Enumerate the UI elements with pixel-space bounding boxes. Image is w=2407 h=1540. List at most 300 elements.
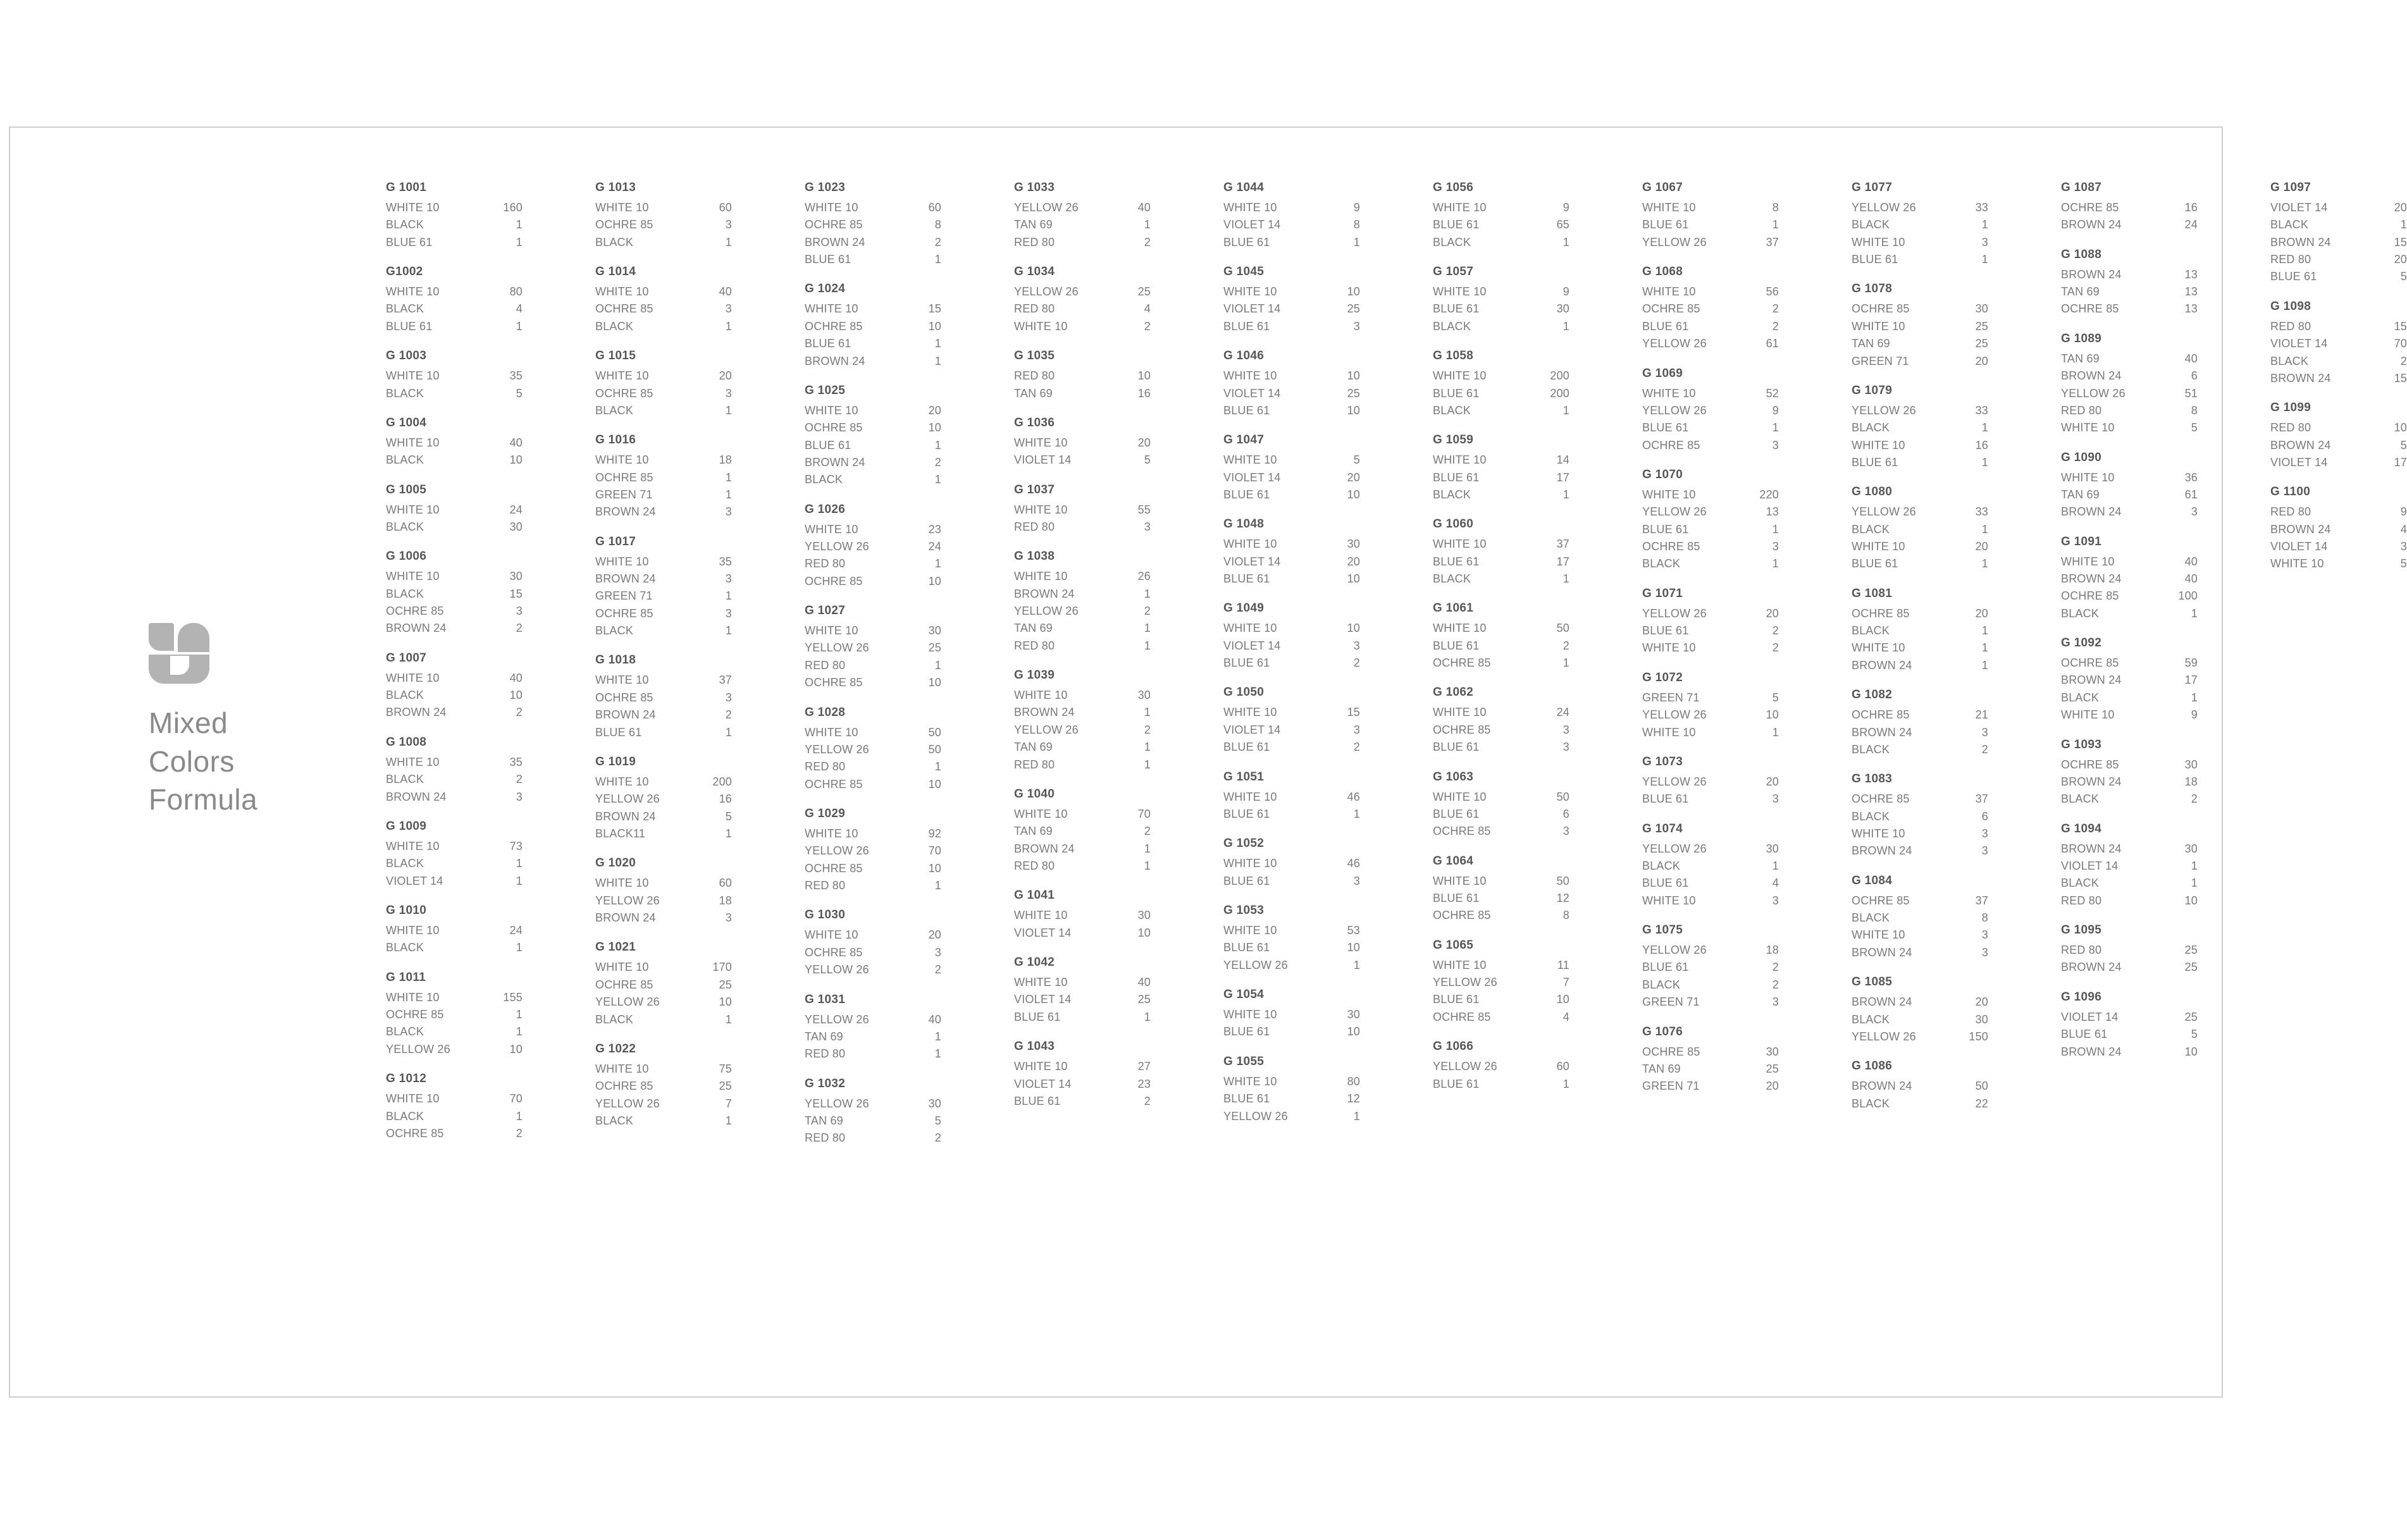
pigment-amount: 9	[1772, 403, 1779, 417]
pigment-amount: 9	[1562, 285, 1569, 299]
formula-row	[805, 419, 941, 436]
formula-row	[2061, 300, 2198, 317]
pigment-amount: 1	[934, 337, 941, 350]
pigment-amount: 1	[1772, 218, 1779, 231]
pigment-amount: 2	[1981, 742, 1988, 756]
formula-row	[1223, 300, 1360, 317]
formula-row	[386, 771, 523, 788]
pigment-amount: 46	[1347, 857, 1360, 870]
pigment-amount: 20	[1137, 436, 1151, 449]
pigment-name: WHITE 10	[1433, 874, 1487, 887]
formula-group	[805, 503, 941, 590]
formula-code: G 1024	[805, 282, 846, 296]
pigment-name: YELLOW 26	[1223, 1109, 1288, 1123]
pigment-amount: 1	[1562, 1077, 1569, 1090]
page-title-line2: Colors	[149, 744, 235, 778]
pigment-name: BROWN 24	[2061, 369, 2122, 383]
formula-row	[1223, 789, 1360, 806]
formula-row	[386, 367, 523, 385]
pigment-name: YELLOW 26	[1852, 1030, 1916, 1043]
pigment-name: BROWN 24	[1852, 658, 1912, 672]
pigment-amount: 1	[516, 941, 523, 954]
pigment-amount: 25	[719, 1080, 732, 1093]
formula-code: G 1100	[2270, 485, 2311, 499]
formula-group	[2270, 181, 2407, 286]
pigment-amount: 10	[2394, 421, 2407, 434]
formula-group	[386, 550, 523, 637]
pigment-name: WHITE 10	[805, 928, 858, 942]
pigment-amount: 3	[725, 386, 732, 400]
formula-group	[1223, 433, 1360, 503]
formula-row	[805, 300, 941, 317]
formula-row	[1223, 922, 1360, 939]
formula-row	[1642, 216, 1779, 233]
formula-code: G 1082	[1852, 688, 1893, 702]
pigment-name: BLACK	[1642, 557, 1681, 570]
formula-code: G 1088	[2061, 247, 2102, 261]
pigment-name: YELLOW 26	[2061, 386, 2125, 400]
formula-row	[805, 251, 941, 268]
pigment-name: BROWN 24	[2061, 218, 2122, 231]
formula-row	[1433, 620, 1569, 637]
pigment-amount: 40	[719, 285, 732, 299]
formula-code: G 1041	[1014, 889, 1055, 902]
formula-row	[1433, 536, 1569, 553]
pigment-name: BLACK	[1852, 810, 1890, 823]
formula-row	[1433, 873, 1569, 890]
formula-row	[2061, 959, 2198, 976]
pigment-name: OCHRE 85	[1433, 909, 1491, 922]
pigment-name: WHITE 10	[1852, 540, 1905, 553]
pigment-name: BLUE 61	[1852, 455, 1898, 469]
formula-row	[1642, 402, 1779, 419]
pigment-name: WHITE 10	[1433, 453, 1487, 467]
pigment-name: BLACK	[386, 218, 424, 231]
pigment-amount: 59	[2184, 656, 2198, 670]
formula-code: G 1037	[1014, 483, 1055, 496]
formula-group	[1642, 367, 1779, 454]
pigment-amount: 10	[928, 777, 941, 791]
pigment-name: BLUE 61	[1223, 319, 1270, 333]
pigment-name: WHITE 10	[1433, 285, 1487, 299]
pigment-name: WHITE 10	[1014, 1060, 1068, 1073]
pigment-amount: 1	[1144, 859, 1151, 872]
formula-group	[1642, 587, 1779, 657]
pigment-amount: 1	[1353, 958, 1360, 971]
formula-row	[595, 216, 732, 233]
formula-group	[386, 1072, 523, 1142]
pigment-amount: 1	[934, 879, 941, 892]
pigment-name: RED 80	[1014, 235, 1055, 249]
pigment-name: WHITE 10	[1223, 453, 1277, 467]
formula-code: G 1025	[805, 383, 846, 397]
formula-row	[1852, 605, 1988, 622]
pigment-amount: 3	[1353, 723, 1360, 736]
pigment-name: WHITE 10	[1014, 689, 1068, 702]
pigment-name: GREEN 71	[1642, 1080, 1700, 1093]
formula-group	[2061, 535, 2198, 622]
pigment-name: GREEN 71	[1642, 995, 1700, 1009]
formula-row	[805, 622, 941, 639]
pigment-name: WHITE 10	[1223, 857, 1277, 870]
formula-row	[1223, 704, 1360, 721]
formula-code: G 1070	[1642, 467, 1683, 481]
pigment-amount: 1	[1772, 859, 1779, 872]
formula-row	[1223, 536, 1360, 553]
pigment-name: WHITE 10	[595, 877, 649, 890]
pigment-name: WHITE 10	[805, 522, 858, 536]
pigment-amount: 50	[1975, 1080, 1988, 1093]
formula-code: G 1060	[1433, 517, 1474, 531]
formula-row	[1852, 791, 1988, 808]
pigment-amount: 25	[2184, 1010, 2198, 1023]
pigment-amount: 1	[1562, 235, 1569, 249]
pigment-name: RED 80	[2061, 894, 2102, 907]
pigment-name: BROWN 24	[595, 810, 656, 823]
pigment-name: BLACK	[1852, 421, 1890, 434]
formula-code: G 1081	[1852, 586, 1893, 600]
formula-row	[1433, 655, 1569, 672]
formula-row	[595, 283, 732, 300]
pigment-name: OCHRE 85	[595, 978, 653, 991]
pigment-amount: 15	[2394, 319, 2407, 333]
pigment-amount: 20	[1347, 471, 1360, 484]
formula-row	[1223, 199, 1360, 216]
pigment-name: YELLOW 26	[1433, 976, 1497, 989]
pigment-amount: 3	[1981, 946, 1988, 959]
formula-code: G 1047	[1223, 433, 1265, 447]
formula-row	[805, 573, 941, 590]
pigment-name: RED 80	[805, 658, 846, 672]
pigment-name: RED 80	[1014, 859, 1055, 872]
pigment-amount: 1	[2191, 859, 2198, 872]
formula-row	[1642, 959, 1779, 976]
pigment-name: BLACK	[595, 235, 634, 249]
pigment-amount: 24	[2184, 218, 2198, 231]
formula-row	[1642, 773, 1779, 791]
pigment-amount: 3	[725, 505, 732, 519]
formula-code: G 1018	[595, 653, 636, 667]
formula-row	[386, 586, 523, 603]
pigment-name: BLUE 61	[1223, 572, 1270, 586]
pigment-amount: 3	[1353, 319, 1360, 333]
formula-code: G 1048	[1223, 517, 1265, 531]
pigment-amount: 15	[2394, 235, 2407, 249]
formula-code: G 1052	[1223, 837, 1265, 851]
formula-row	[805, 639, 941, 656]
formula-row	[1642, 1078, 1779, 1095]
brand-block	[149, 623, 357, 819]
pigment-amount: 3	[725, 302, 732, 316]
pigment-amount: 25	[1137, 285, 1151, 299]
pigment-amount: 25	[2184, 944, 2198, 957]
formula-code: G 1092	[2061, 636, 2102, 650]
pigment-amount: 9	[1353, 201, 1360, 214]
pigment-name: WHITE 10	[1014, 570, 1068, 583]
formula-code: G 1087	[2061, 181, 2102, 194]
pigment-name: WHITE 10	[386, 923, 440, 937]
formula-code: G 1008	[386, 735, 427, 749]
formula-row	[1433, 486, 1569, 503]
pigment-amount: 20	[1975, 607, 1988, 620]
pigment-name: GREEN 71	[595, 589, 653, 603]
pigment-amount: 35	[509, 755, 523, 768]
pigment-amount: 1	[1353, 235, 1360, 249]
pigment-name: WHITE 10	[1014, 436, 1068, 449]
pigment-name: BROWN 24	[1014, 587, 1075, 600]
pigment-amount: 2	[516, 1126, 523, 1140]
pigment-amount: 10	[2184, 1045, 2198, 1058]
pigment-amount: 1	[1144, 218, 1151, 231]
pigment-name: OCHRE 85	[2061, 656, 2119, 670]
formula-row	[2061, 486, 2198, 503]
formula-row	[2270, 503, 2407, 521]
pigment-name: VIOLET 14	[2270, 540, 2328, 553]
formula-row	[595, 1095, 732, 1112]
formula-row	[1852, 353, 1988, 370]
pigment-name: WHITE 10	[1642, 285, 1696, 299]
formula-row	[2270, 555, 2407, 572]
formula-row	[1433, 452, 1569, 469]
formula-group	[2061, 332, 2198, 437]
formula-code: G 1083	[1852, 772, 1893, 786]
pigment-amount: 20	[928, 403, 941, 417]
pigment-amount: 50	[928, 742, 941, 756]
pigment-amount: 3	[2400, 540, 2407, 553]
pigment-amount: 2	[1144, 723, 1151, 736]
pigment-amount: 1	[1981, 641, 1988, 655]
formula-row	[1852, 503, 1988, 521]
formula-group	[2061, 248, 2198, 318]
formula-group	[1852, 485, 1988, 572]
formula-row	[805, 927, 941, 944]
pigment-amount: 24	[509, 923, 523, 937]
pigment-name: BROWN 24	[2270, 235, 2331, 249]
pigment-name: OCHRE 85	[805, 574, 863, 588]
pigment-name: WHITE 10	[1852, 235, 1905, 249]
formula-row	[2270, 234, 2407, 251]
formula-group	[1433, 349, 1569, 419]
formula-row	[1642, 841, 1779, 858]
pigment-amount: 2	[934, 1131, 941, 1145]
pigment-name: BROWN 24	[386, 706, 447, 719]
pigment-amount: 25	[1347, 302, 1360, 316]
pigment-name: BROWN 24	[1852, 1080, 1912, 1093]
pigment-amount: 17	[1556, 555, 1569, 568]
formula-code: G 1084	[1852, 873, 1893, 887]
pigment-amount: 25	[1347, 386, 1360, 400]
pigment-amount: 1	[725, 319, 732, 333]
formula-group	[1223, 770, 1360, 823]
pigment-name: BLACK	[386, 520, 424, 533]
formula-code: G 1026	[805, 502, 846, 516]
formula-row	[2061, 266, 2198, 283]
pigment-amount: 5	[1353, 453, 1360, 467]
formula-row	[1852, 1011, 1988, 1028]
formula-group	[805, 604, 941, 691]
formula-row	[1852, 944, 1988, 961]
pigment-name: BLUE 61	[1223, 235, 1270, 249]
pigment-name: OCHRE 85	[1642, 540, 1700, 553]
pigment-name: BLUE 61	[1223, 807, 1270, 820]
formula-row	[1223, 873, 1360, 890]
pigment-amount: 1	[934, 473, 941, 486]
formula-row	[1433, 957, 1569, 974]
pigment-amount: 30	[2184, 758, 2198, 771]
pigment-name: YELLOW 26	[1642, 505, 1707, 519]
formula-code: G 1020	[595, 856, 636, 870]
formula-row	[2270, 353, 2407, 370]
pigment-amount: 10	[1347, 1025, 1360, 1038]
formula-row	[2061, 1026, 2198, 1043]
formula-code: G 1031	[805, 992, 846, 1006]
formula-row	[1223, 1006, 1360, 1023]
formula-row	[1223, 638, 1360, 655]
pigment-name: VIOLET 14	[2061, 1010, 2119, 1023]
pigment-amount: 1	[934, 438, 941, 452]
pigment-name: BROWN 24	[805, 354, 865, 367]
formula-code: G 1027	[805, 604, 846, 618]
pigment-amount: 2	[2191, 792, 2198, 806]
pigment-amount: 3	[1772, 995, 1779, 1009]
pigment-name: WHITE 10	[805, 624, 858, 638]
pigment-name: BLUE 61	[1433, 555, 1480, 568]
pigment-amount: 16	[1137, 386, 1151, 400]
pigment-name: BLUE 61	[1223, 656, 1270, 670]
formula-group	[1642, 822, 1779, 909]
formula-row	[1223, 216, 1360, 233]
pigment-name: BLUE 61	[1433, 639, 1480, 652]
pigment-amount: 36	[2184, 471, 2198, 484]
formula-code: G 1005	[386, 483, 427, 496]
formula-group	[386, 483, 523, 536]
formula-row	[805, 216, 941, 233]
formula-row	[2061, 706, 2198, 724]
formula-row	[2061, 350, 2198, 367]
formula-row	[805, 538, 941, 555]
pigment-amount: 37	[1975, 894, 1988, 907]
formula-row	[1014, 704, 1151, 721]
pigment-amount: 2	[1353, 656, 1360, 670]
formula-group	[1014, 416, 1151, 469]
pigment-amount: 3	[725, 218, 732, 231]
pigment-amount: 1	[1772, 557, 1779, 570]
pigment-amount: 3	[934, 946, 941, 959]
pigment-name: OCHRE 85	[386, 1008, 444, 1021]
pigment-name: BROWN 24	[2061, 842, 2122, 855]
formula-group	[805, 1077, 941, 1147]
pigment-amount: 13	[1766, 505, 1779, 519]
formula-row	[386, 855, 523, 872]
formula-row	[1642, 942, 1779, 959]
formula-code: G 1006	[386, 550, 427, 564]
pigment-amount: 3	[1353, 639, 1360, 652]
pigment-name: BROWN 24	[2270, 371, 2331, 385]
formula-row	[2061, 1009, 2198, 1026]
pigment-name: BLACK	[386, 302, 424, 316]
formula-row	[1014, 300, 1151, 317]
formula-row	[1223, 655, 1360, 672]
pigment-amount: 50	[1556, 622, 1569, 635]
formula-row	[1852, 825, 1988, 842]
pigment-name: OCHRE 85	[805, 946, 863, 959]
formula-row	[595, 724, 732, 741]
pigment-name: WHITE 10	[595, 285, 649, 299]
formula-group	[1642, 671, 1779, 741]
pigment-name: OCHRE 85	[595, 1080, 653, 1093]
formula-code: G 1097	[2270, 181, 2311, 194]
formula-row	[386, 283, 523, 300]
formula-code: G 1085	[1852, 975, 1893, 989]
pigment-amount: 30	[1766, 842, 1779, 855]
pigment-amount: 3	[725, 911, 732, 925]
formula-row	[1852, 1095, 1988, 1112]
formula-row	[2270, 318, 2407, 335]
formula-row	[1852, 216, 1988, 233]
pigment-amount: 1	[516, 874, 523, 887]
pigment-name: BLUE 61	[1433, 741, 1480, 754]
pigment-amount: 1	[1772, 522, 1779, 536]
pigment-name: WHITE 10	[1433, 790, 1487, 803]
pigment-amount: 5	[2400, 557, 2407, 570]
pigment-amount: 37	[1975, 792, 1988, 806]
formula-code: G1002	[386, 265, 423, 279]
pigment-name: YELLOW 26	[1642, 842, 1707, 855]
formula-row	[386, 1041, 523, 1058]
pigment-name: BLUE 61	[805, 438, 851, 452]
pigment-name: YELLOW 26	[595, 894, 660, 907]
pigment-name: BLUE 61	[1642, 522, 1689, 536]
pigment-amount: 3	[1981, 827, 1988, 840]
formula-code: G 1038	[1014, 550, 1055, 564]
formula-group	[1852, 282, 1988, 369]
pigment-name: RED 80	[805, 557, 846, 570]
formula-row	[595, 976, 732, 994]
formula-row	[386, 300, 523, 317]
pigment-amount: 35	[719, 555, 732, 568]
pigment-amount: 15	[1347, 706, 1360, 719]
pigment-amount: 25	[1975, 337, 1988, 350]
pigment-amount: 33	[1975, 201, 1988, 214]
pigment-name: WHITE 10	[2061, 471, 2115, 484]
formula-row	[595, 808, 732, 825]
formula-row	[1852, 402, 1988, 419]
formula-group	[1223, 904, 1360, 974]
pigment-name: BLACK	[386, 857, 424, 870]
pigment-amount: 3	[725, 691, 732, 704]
formula-column	[805, 181, 941, 1161]
pigment-name: TAN 69	[2061, 285, 2100, 299]
formula-row	[386, 789, 523, 806]
pigment-name: WHITE 10	[386, 285, 440, 299]
pigment-amount: 1	[934, 253, 941, 266]
formula-row	[1014, 687, 1151, 704]
formula-row	[1642, 791, 1779, 808]
pigment-amount: 1	[1981, 624, 1988, 638]
formula-row	[595, 605, 732, 622]
formula-code: G 1072	[1642, 670, 1683, 684]
formula-row	[1014, 974, 1151, 991]
pigment-amount: 10	[1347, 572, 1360, 586]
pigment-name: BLACK	[2270, 354, 2309, 367]
formula-code: G 1065	[1433, 938, 1474, 952]
pigment-name: BLACK	[1433, 319, 1471, 333]
formula-row	[1433, 283, 1569, 300]
pigment-amount: 23	[1137, 1077, 1151, 1090]
pigment-name: WHITE 10	[386, 990, 440, 1004]
pigment-name: OCHRE 85	[595, 607, 653, 620]
pigment-name: WHITE 10	[386, 201, 440, 214]
